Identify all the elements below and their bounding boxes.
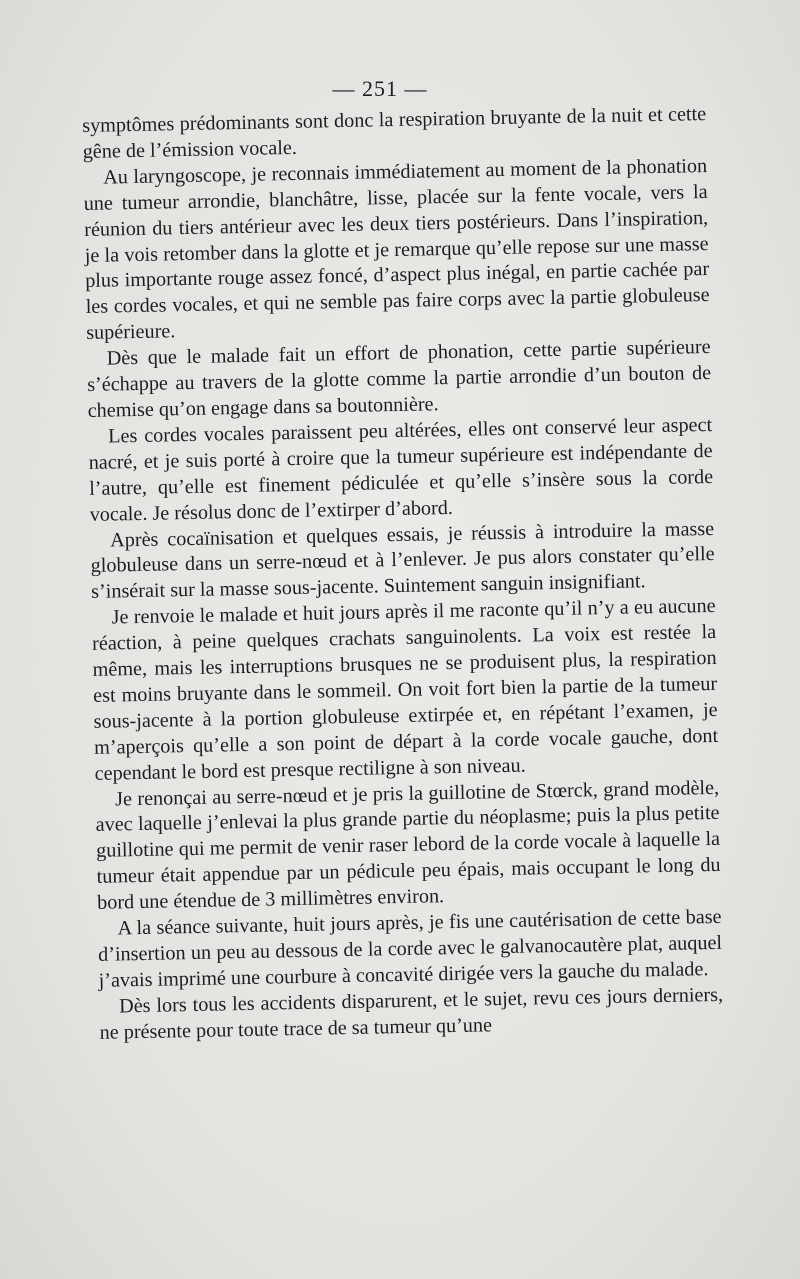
paragraph-5: Après cocaïnisation et quelques essais, je réussis à introduire la masse globuleuse dans un serre-nœud et à l’enlever. Je pus alors constater qu’elle s’insérait sur la masse sous-jacente. Suintement sanguin insignifiant.: [90, 517, 715, 604]
paragraph-4: Les cordes vocales paraissent peu altérées, elles ont conservé leur aspect nacré, et je suis porté à croire que la tumeur supérieure est indépendante de l’autre, qu’elle est finement pédiculée et qu’elle s’insère sous la corde vocale. Je résolus donc de l’extirper d’abord.: [88, 413, 714, 526]
page-number: — 251 —: [332, 76, 428, 101]
paragraph-7: Je renonçai au serre-nœud et je pris la guillotine de Stœrck, grand modèle, avec laquelle j’enlevai la plus grande partie du néoplasme; puis la plus petite guillotine qui me permit de venir raser lebord de la corde vocale à laquelle la tumeur était appendue par un pédicule peu épais, mais occupant le long du bord une étendue de 3 millimètres environ.: [95, 776, 721, 915]
paragraph-9: Dès lors tous les accidents disparurent, et le sujet, revu ces jours derniers, ne présente pour toute trace de sa tumeur qu’une: [99, 983, 724, 1044]
paragraph-6: Je renvoie le malade et huit jours après il me raconte qu’il n’y a eu aucune réaction, à peine quelques crachats sanguinolents. La voix est restée la même, mais les interruptions brusques ne se produisent plus, la respiration est moins bruyante dans le sommeil. On voit fort bien la partie de la tumeur sous-jacente à la portion globuleuse extirpée et, en répétant l’examen, je m’aperçois qu’elle a son point de départ à la corde vocale gauche, dont cependant le bord est presque rectiligne à son niveau.: [91, 595, 719, 785]
paragraph-2: Au laryngoscope, je reconnais immédiatement au moment de la phonation une tumeur arrondie, blanchâtre, lisse, placée sur la fente vocale, vers la réunion du tiers antérieur avec les deux tiers postérieurs. Dans l’inspiration, je la vois retomber dans la glotte et je remarque qu’elle repose sur une masse plus importante rouge assez foncé, d’aspect plus inégal, en partie cachée par les cordes vocales, et qui ne semble pas faire corps avec la partie globuleuse supérieure.: [83, 154, 710, 345]
body-text: [82, 102, 724, 1046]
paragraph-3: Dès que le malade fait un effort de phonation, cette partie supérieure s’échappe au travers de la glotte comme la partie arrondie d’un bouton de chemise qu’on engage dans sa boutonnière.: [86, 336, 712, 422]
paragraph-8: A la séance suivante, huit jours après, je fis une cautérisation de cette base d’insertion un peu au dessous de la corde avec le galvanocautère plat, auquel j’avais imprimé une courbure à concavité dirigée vers la gauche du malade.: [97, 905, 723, 992]
paragraph-1: symptômes prédominants sont donc la respiration bruyante de la nuit et cette gêne de l’émission vocale.: [82, 103, 707, 163]
